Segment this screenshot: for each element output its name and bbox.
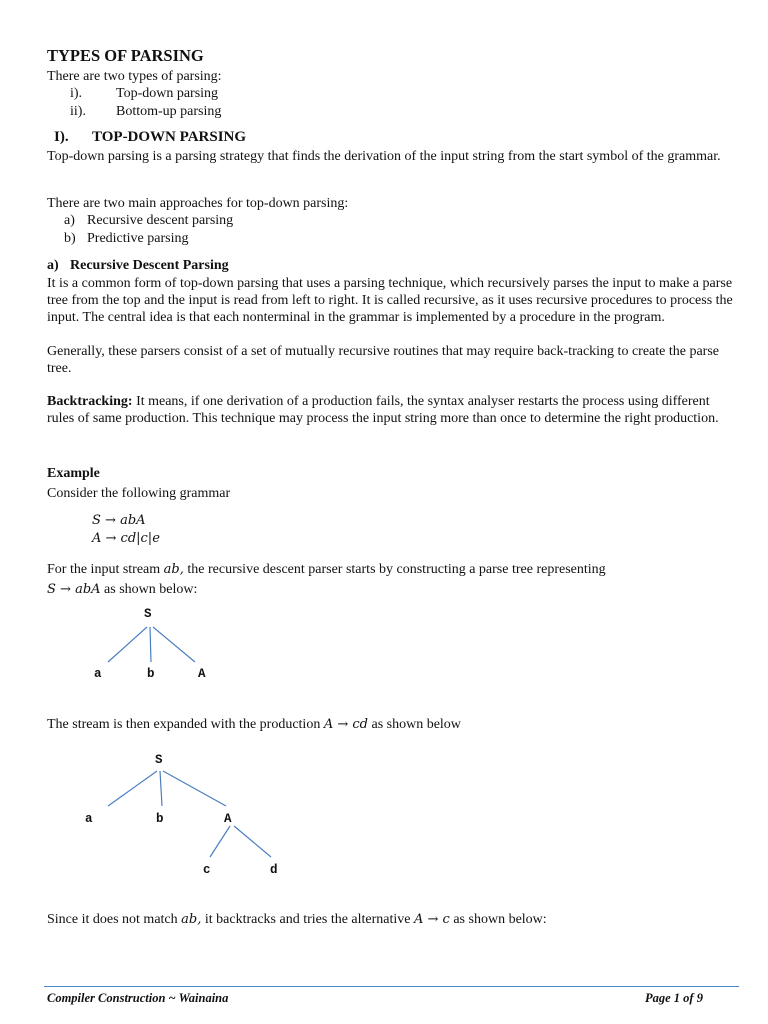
footer-course: Compiler Construction ~ Wainaina [47, 991, 229, 1005]
approach-letter-b: b) [64, 231, 76, 246]
subsection-title: Recursive Descent Parsing [70, 258, 229, 273]
types-num-2: ii). [70, 104, 86, 119]
backtrack-sentence-mid: it backtracks and tries the alternative [204, 912, 411, 927]
example-intro: Consider the following grammar [47, 486, 231, 501]
backtrack-stream: ab, [181, 912, 202, 927]
approach-letter-a: a) [64, 213, 75, 228]
footer-rule [44, 986, 739, 987]
backtrack-sentence-post: as shown below: [453, 912, 547, 927]
tree2-child-a: a [85, 812, 93, 826]
input-stream-value: ab, [163, 562, 184, 577]
tree2-child-b: b [156, 812, 164, 826]
input-sentence-pre: For the input stream [47, 562, 161, 577]
input-production: S → abA [47, 582, 101, 597]
approach-label-b: Predictive parsing [87, 231, 189, 246]
approach-label-a: Recursive descent parsing [87, 213, 234, 228]
backtrack-sentence-pre: Since it does not match [47, 912, 178, 927]
expand-sentence-pre: The stream is then expanded with the production [47, 717, 321, 732]
input-sentence-post: as shown below: [104, 582, 198, 597]
tree2-child-A: A [224, 812, 232, 826]
expand-sentence-post: as shown below [371, 717, 461, 732]
grammar-rule-1: S → abA [92, 513, 146, 528]
expand-production: A → cd [323, 717, 368, 732]
page-title: TYPES OF PARSING [47, 46, 204, 65]
footer-page-number: Page 1 of 9 [645, 991, 703, 1005]
backtrack-sentence [47, 911, 547, 928]
types-num-1: i). [70, 86, 83, 101]
tree2-edge-s-a [108, 771, 157, 806]
subsection-letter: a) [47, 258, 59, 273]
types-label-1: Top-down parsing [116, 86, 219, 101]
section-number: I). [54, 129, 69, 145]
rdp-paragraph-1: It is a common form of top-down parsing that uses a parsing technique, which recursively parses the input to make a parse tree from the top and the input is read from left to right. It is called recursive, as it uses recursive procedures to process the input. The central idea is that each nonterminal in the grammar is implemented by a procedure in the program. [47, 276, 733, 325]
tree2-edge-s-A [163, 771, 226, 806]
section-title: TOP-DOWN PARSING [92, 129, 247, 145]
tree2-edge-A-d [234, 826, 271, 857]
tree1-child-b: b [147, 667, 155, 681]
example-heading: Example [47, 466, 100, 481]
tree2-root: S [155, 753, 163, 767]
tree2-grandchild-d: d [270, 863, 278, 877]
tree1-root: S [144, 607, 152, 621]
tree1-child-a: a [94, 667, 102, 681]
types-label-2: Bottom-up parsing [116, 104, 222, 119]
tree2-edge-s-b [160, 771, 162, 806]
tree2-edge-A-c [210, 826, 230, 857]
types-intro: There are two types of parsing: [47, 69, 222, 84]
tree1-child-A: A [198, 667, 206, 681]
grammar-rule-2: A → cd|c|e [92, 531, 160, 546]
backtracking-label: Backtracking: [47, 394, 133, 409]
backtracking-text: It means, if one derivation of a production fails, the syntax analyser restarts the process using different rules of same production. This technique may process the input string more than once to determine the right production. [47, 394, 719, 426]
topdown-definition: Top-down parsing is a parsing strategy that finds the derivation of the input string from the start symbol of the grammar. [47, 149, 721, 164]
input-sentence-mid: the recursive descent parser starts by constructing a parse tree representing [187, 562, 606, 577]
tree2-grandchild-c: c [203, 863, 211, 877]
rdp-paragraph-2: Generally, these parsers consist of a set of mutually recursive routines that may require back-tracking to create the parse tree. [47, 344, 719, 376]
backtrack-production: A → c [414, 912, 450, 927]
approaches-intro: There are two main approaches for top-down parsing: [47, 196, 349, 211]
